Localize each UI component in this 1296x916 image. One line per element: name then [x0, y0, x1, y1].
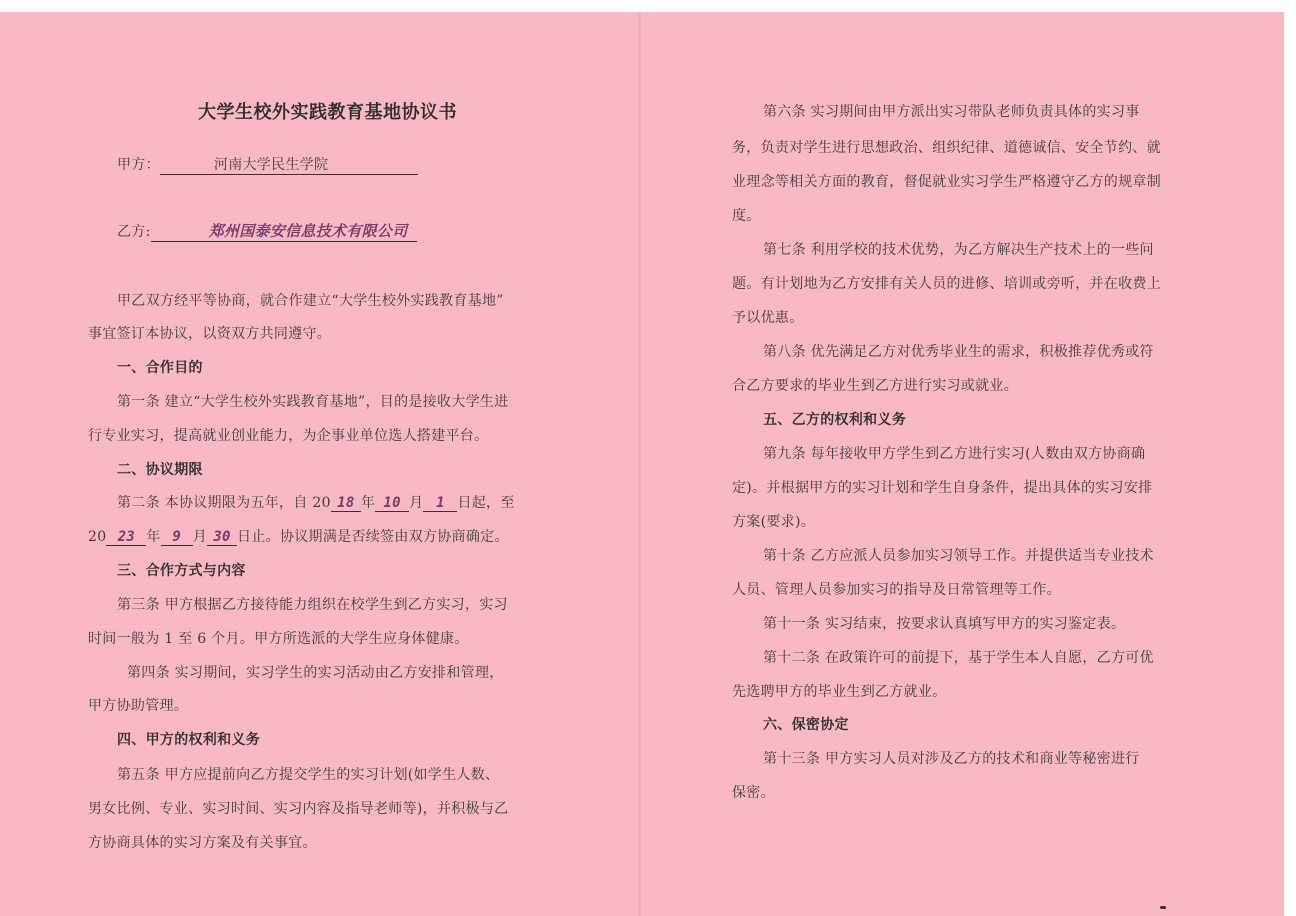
document-title: 大学生校外实践教育基地协议书 [198, 102, 457, 123]
century-prefix: 20 [88, 529, 107, 545]
party-b-value: 郑州国泰安信息技术有限公司 [151, 220, 417, 242]
article-13-line-1: 第十三条 甲方实习人员对涉及乙方的技术和商业等秘密进行 [763, 751, 1140, 767]
article-6-line-2: 务，负责对学生进行思想政治、组织纪律、道德诚信、安全节约、就 [732, 140, 1161, 156]
article-6-line-4: 度。 [732, 208, 761, 224]
article-10-line-2: 人员、管理人员参加实习的指导及日常管理等工作。 [732, 582, 1061, 598]
section-5-heading: 五、乙方的权利和义务 [763, 412, 906, 428]
article-1-line-1: 第一条 建立“大学生校外实践教育基地”，目的是接收大学生进 [117, 394, 509, 410]
article-6-line-3: 业理念等相关方面的教育，督促就业实习学生严格遵守乙方的规章制 [732, 174, 1161, 190]
start-month-field: 10 [375, 495, 409, 512]
article-7-line-1: 第七条 利用学校的技术优势，为乙方解决生产技术上的一些问 [763, 242, 1154, 258]
intro-line-1: 甲乙双方经平等协商，就合作建立“大学生校外实践教育基地” [117, 293, 504, 309]
article-2-line-2 [88, 526, 509, 546]
article-7-line-2: 题。有计划地为乙方安排有关人员的进修、培训或旁听，并在收费上 [732, 276, 1161, 292]
month-label: 月 [409, 495, 424, 511]
article-5-line-2: 男女比例、专业、实习时间、实习内容及指导老师等)，并积极与乙 [88, 801, 509, 817]
article-1-line-2: 行专业实习，提高就业创业能力，为企事业单位选人搭建平台。 [88, 428, 489, 444]
party-a-value: 河南大学民生学院 [160, 154, 418, 175]
article-2-text-c: 日止。协议期满是否续签由双方协商确定。 [237, 529, 509, 545]
article-13-line-2: 保密。 [732, 785, 775, 801]
article-3-line-2: 时间一般为 1 至 6 个月。甲方所选派的大学生应身体健康。 [88, 631, 469, 647]
article-6-line-1: 第六条 实习期间由甲方派出实习带队老师负责具体的实习事 [763, 104, 1140, 120]
article-8-line-1: 第八条 优先满足乙方对优秀毕业生的需求，积极推荐优秀或符 [763, 344, 1154, 360]
article-5-line-3: 方协商具体的实习方案及有关事宜。 [88, 835, 317, 851]
article-10-line-1: 第十条 乙方应派人员参加实习领导工作。并提供适当专业技术 [763, 548, 1154, 564]
article-4-line-1: 第四条 实习期间，实习学生的实习活动由乙方安排和管理， [127, 665, 504, 681]
start-day-field: 1 [423, 495, 457, 512]
article-8-line-2: 合乙方要求的毕业生到乙方进行实习或就业。 [732, 378, 1018, 394]
article-7-line-3: 予以优惠。 [732, 310, 804, 326]
article-12-line-1: 第十二条 在政策许可的前提下，基于学生本人自愿，乙方可优 [763, 650, 1154, 666]
end-month-field: 9 [161, 529, 193, 546]
year-label: 年 [360, 495, 376, 511]
article-4-line-2: 甲方协助管理。 [88, 698, 189, 714]
year-label-2: 年 [146, 529, 161, 545]
section-4-heading: 四、甲方的权利和义务 [117, 732, 260, 748]
page-fold [638, 12, 641, 916]
section-3-heading: 三、合作方式与内容 [117, 563, 246, 579]
month-label-2: 月 [192, 529, 208, 545]
article-9-line-2: 定)。并根据甲方的实习计划和学生自身条件，提出具体的实习安排 [732, 480, 1153, 496]
article-9-line-1: 第九条 每年接收甲方学生到乙方进行实习(人数由双方协商确 [763, 446, 1146, 462]
scan-mark [1160, 906, 1166, 909]
article-2-line-1 [117, 492, 515, 512]
article-3-line-1: 第三条 甲方根据乙方接待能力组织在校学生到乙方实习，实习 [117, 597, 508, 613]
end-day-field: 30 [207, 529, 237, 546]
section-6-heading: 六、保密协定 [763, 717, 849, 733]
article-2-text-a: 第二条 本协议期限为五年，自 20 [117, 495, 331, 511]
start-year-field: 18 [331, 495, 361, 512]
party-b-row [117, 220, 417, 242]
party-a-row [117, 154, 418, 175]
section-1-heading: 一、合作目的 [117, 360, 203, 376]
section-2-heading: 二、协议期限 [117, 462, 203, 478]
article-9-line-3: 方案(要求)。 [732, 514, 816, 530]
article-2-text-b: 日起，至 [457, 495, 515, 511]
article-12-line-2: 先选聘甲方的毕业生到乙方就业。 [732, 684, 947, 700]
intro-line-2: 事宜签订本协议，以资双方共同遵守。 [88, 326, 332, 342]
party-a-label: 甲方： [117, 157, 160, 173]
end-year-field: 23 [106, 529, 146, 546]
article-5-line-1: 第五条 甲方应提前向乙方提交学生的实习计划(如学生人数、 [117, 767, 500, 783]
article-11-line-1: 第十一条 实习结束，按要求认真填写甲方的实习鉴定表。 [763, 616, 1126, 632]
party-b-label: 乙方: [117, 224, 151, 240]
